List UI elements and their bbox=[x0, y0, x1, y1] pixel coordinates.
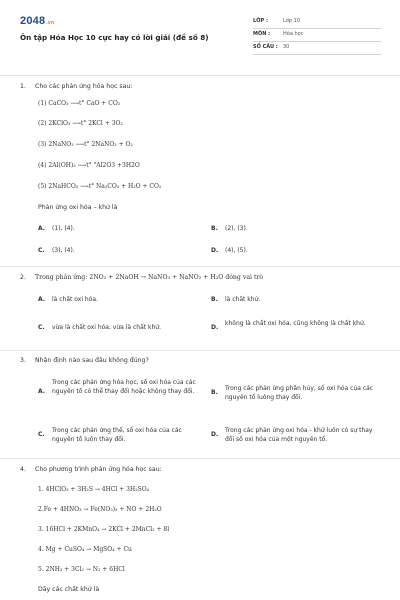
meta-key: SỐ CÂU : bbox=[253, 44, 278, 50]
question-conclusion: Dãy các chất khử là bbox=[38, 586, 100, 593]
option-text: Trong các phản ứng oxi hóa - khử luôn có sự thay đổi số oxi hóa của một nguyên tố. bbox=[225, 427, 373, 443]
meta-row-count bbox=[253, 42, 381, 55]
equation-line: (3) 2NaNO₃ ⟶t° 2NaNO₂ + O₂ bbox=[38, 141, 133, 148]
option-letter: B. bbox=[211, 225, 218, 232]
question-number: 1. bbox=[20, 83, 26, 90]
header-divider bbox=[0, 75, 400, 76]
option-letter: C. bbox=[38, 431, 45, 438]
option-text: (2), (3). bbox=[225, 225, 248, 232]
question-text: Trong phản ứng: 2NO₂ + 2NaOH → NaNO₃ + NaNO₂ + H₂O đóng vai trò bbox=[35, 274, 264, 281]
logo-text: 2048 bbox=[20, 15, 46, 27]
equation-line: 1. 4HClO₃ + 3H₂S → 4HCl + 3H₂SO₄ bbox=[38, 486, 150, 493]
meta-value: Hóa học bbox=[283, 31, 304, 37]
option-text: là chất oxi hóa. bbox=[52, 296, 98, 303]
option-text: không là chất oxi hóa, cũng không là chất khử. bbox=[225, 320, 366, 327]
logo-tld: .vn bbox=[46, 20, 55, 26]
option-text: (3), (4). bbox=[52, 247, 75, 254]
option-letter: A. bbox=[38, 388, 46, 395]
option-letter: A. bbox=[38, 225, 46, 232]
option-letter: B. bbox=[211, 296, 218, 303]
question-text: Nhận định nào sau đâu không đúng? bbox=[35, 357, 149, 364]
meta-row-subject bbox=[253, 29, 381, 42]
question-1 bbox=[20, 83, 382, 263]
meta-value: 30 bbox=[283, 44, 290, 50]
meta-key: LỚP : bbox=[253, 18, 268, 24]
meta-table bbox=[253, 16, 381, 55]
question-4 bbox=[20, 466, 382, 596]
question-number: 4. bbox=[20, 466, 26, 473]
equation-line: 2.Fe + 4HNO₃ → Fe(NO₃)₃ + NO + 2H₂O bbox=[38, 506, 162, 513]
option-text: (1), (4). bbox=[52, 225, 75, 232]
meta-row-class bbox=[253, 16, 381, 29]
option-text: Trong các phản ứng hóa học, số oxi hóa của các nguyên tố có thể thay đổi hoặc không thay đổi. bbox=[52, 379, 196, 395]
equation-line: (4) 2Al(OH)₃ ⟶t° "Al2O3 +3H2O bbox=[38, 162, 140, 169]
option-letter: D. bbox=[211, 247, 219, 254]
meta-key: MÔN : bbox=[253, 31, 271, 37]
option-letter: D. bbox=[211, 431, 219, 438]
option-text: Trong các phản ứng phân hủy, số oxi hóa của các nguyên tố luông thay đổi. bbox=[225, 385, 374, 401]
question-divider bbox=[0, 266, 400, 267]
option-text: là chất khử. bbox=[225, 296, 261, 303]
question-divider bbox=[0, 350, 400, 351]
question-2 bbox=[20, 274, 382, 344]
option-text: Trong các phản ứng thế, số oxi hóa của các nguyên tố luôn thay đổi. bbox=[52, 427, 182, 443]
question-number: 2. bbox=[20, 274, 26, 281]
option-text: vừa là chất oxi hóa, vừa là chất khử. bbox=[52, 324, 162, 331]
equation-line: 5. 2NH₃ + 3Cl₂ → N₂ + 6HCl bbox=[38, 566, 125, 573]
meta-value: Lớp 10 bbox=[283, 18, 300, 24]
equation-line: (1) CaCO₃ ⟶t° CaO + CO₂ bbox=[38, 100, 121, 107]
question-divider bbox=[0, 458, 400, 459]
question-3 bbox=[20, 357, 382, 452]
option-letter: A. bbox=[38, 296, 46, 303]
question-text: Cho các phản ứng hóa học sau: bbox=[35, 83, 133, 90]
site-logo[interactable] bbox=[20, 14, 54, 29]
question-number: 3. bbox=[20, 357, 26, 364]
document-title: Ôn tập Hóa Học 10 cực hay có lời giải (đề số 8) bbox=[20, 33, 209, 42]
document-header bbox=[0, 0, 400, 75]
option-letter: C. bbox=[38, 324, 45, 331]
option-letter: C. bbox=[38, 247, 45, 254]
equation-line: (2) 2KClO₃ ⟶t° 2KCl + 3O₂ bbox=[38, 120, 123, 127]
question-text: Cho phương trình phản ứng hóa học sau: bbox=[35, 466, 162, 473]
equation-line: 3. 16HCl + 2KMnO₄ → 2KCl + 2MnCl₂ + 8l bbox=[38, 526, 170, 533]
question-conclusion: Phản ứng oxi hóa – khử là bbox=[38, 204, 118, 211]
option-text: (4), (5). bbox=[225, 247, 248, 254]
option-letter: B. bbox=[211, 389, 218, 396]
equation-line: 4. Mg + CuSO₄ → MgSO₄ + Cu bbox=[38, 546, 132, 553]
equation-line: (5) 2NaHCO₃ ⟶t° Na₂CO₃ + H₂O + CO₂ bbox=[38, 183, 162, 190]
option-letter: D. bbox=[211, 324, 219, 331]
